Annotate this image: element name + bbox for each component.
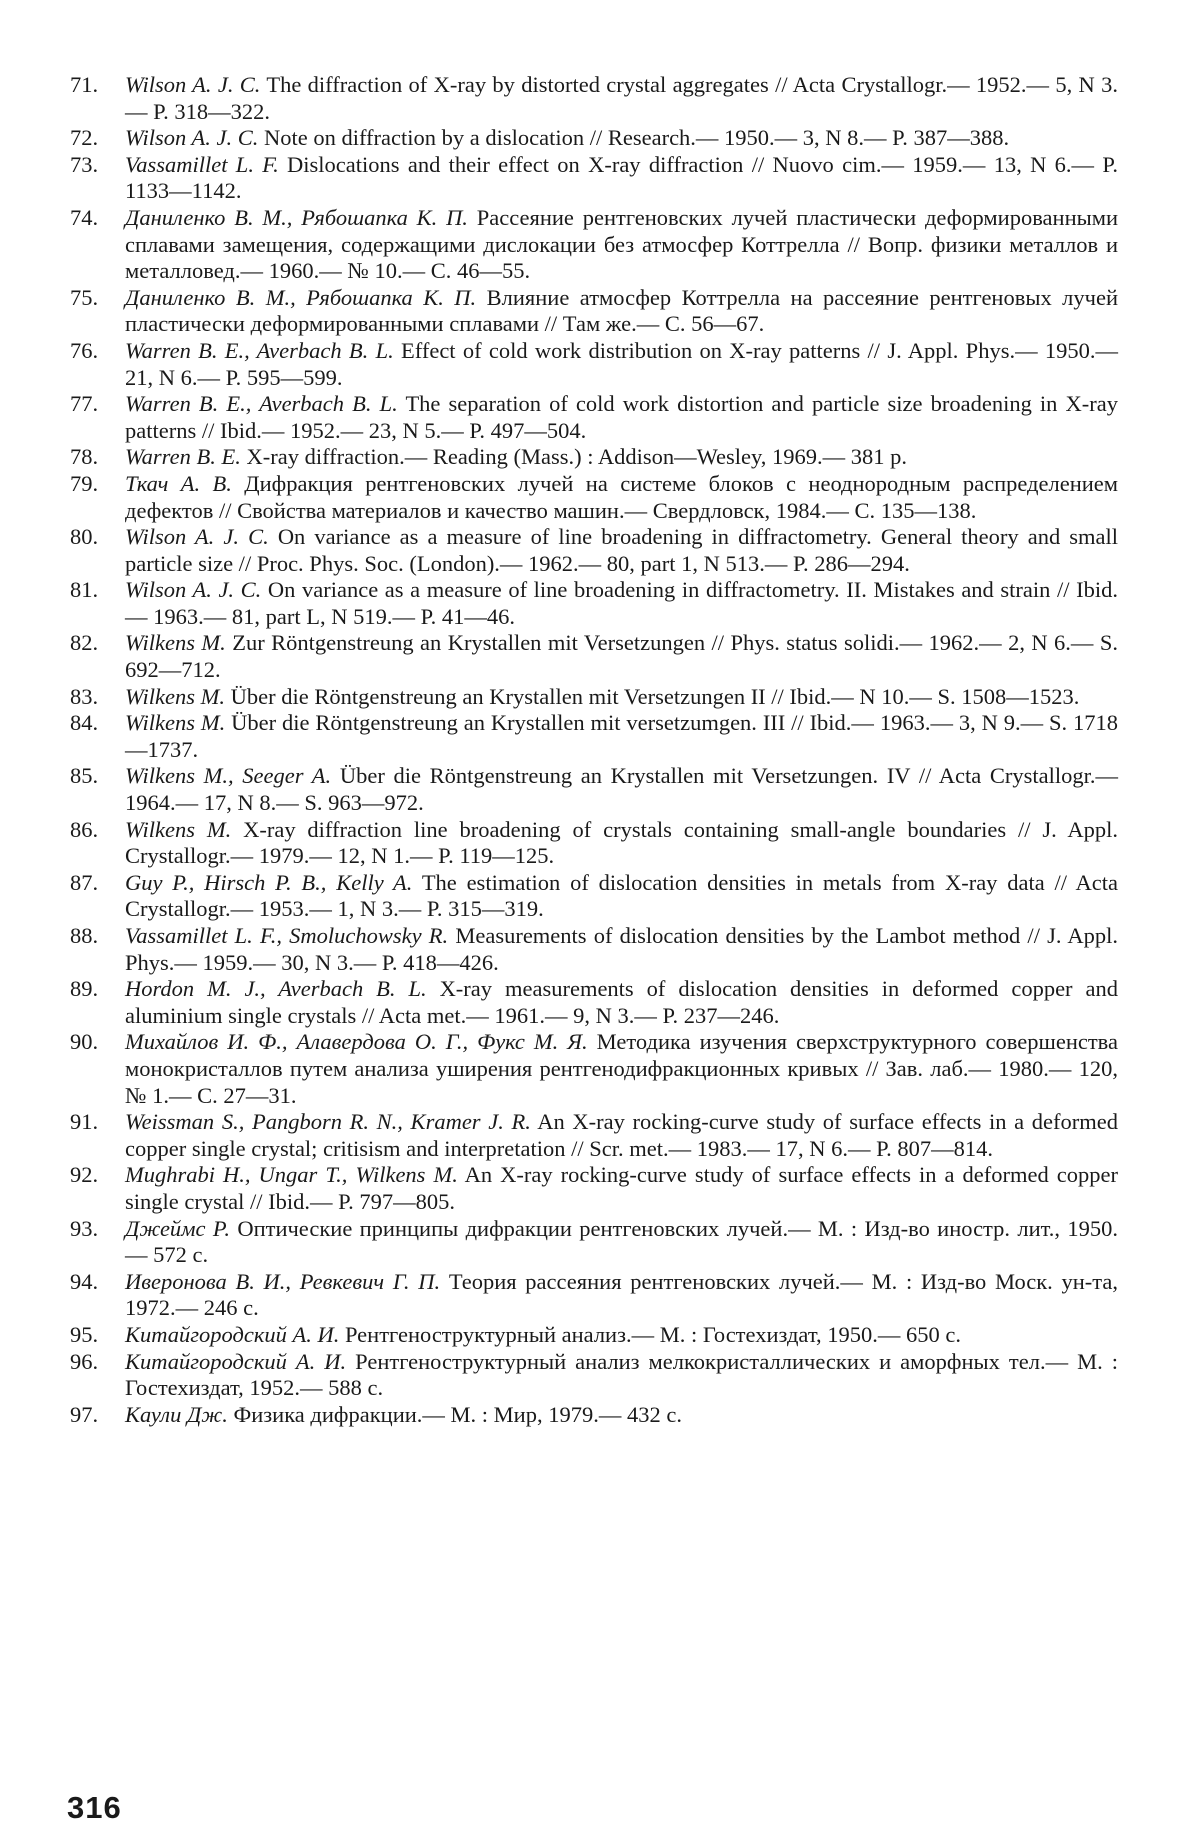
reference-item [70,817,1118,870]
reference-number: 75. [70,284,99,310]
reference-item [70,577,1118,630]
reference-authors: Warren B. E., Averbach B. L. [125,391,398,417]
reference-authors: Китайгородский А. И. [125,1348,347,1374]
reference-list [70,72,1118,1428]
reference-text: Дифракция рентгеновских лучей на системе блоков с неоднородным распределением дефектов // Свойства материалов и качество машин.— Свердловск, 1984.— С. 135—138. [125,470,1119,523]
reference-text: On variance as a measure of line broadening in diffractometry. II. Mistakes and strain // Ibid.— 1963.— 81, part L, N 519.— P. 41—46. [125,577,1118,629]
reference-authors: Даниленко В. М., Рябошапка К. П. [125,204,468,230]
reference-text: On variance as a measure of line broadening in diffractometry. General theory and small particle size // Proc. Phys. Soc. (London).— 1962.— 80, part 1, N 513.— P. 286—294. [125,524,1119,576]
reference-number: 88. [70,923,99,948]
reference-item [70,630,1118,683]
reference-item [70,125,1118,152]
reference-number: 78. [70,444,99,470]
reference-text: The diffraction of X-ray by distorted crystal aggregates // Acta Crystallogr.— 1952.— 5, N 3.— P. 318—322. [125,72,1119,124]
reference-number: 97. [70,1401,99,1427]
reference-number: 89. [70,976,99,1002]
reference-authors: Mughrabi H., Ungar T., Wilkens M. [125,1162,458,1188]
reference-number: 83. [70,683,99,709]
reference-text: Über die Röntgenstreung an Krystallen mit versetzumgen. III // Ibid.— 1963.— 3, N 9.— S. 1718—1737. [125,710,1118,762]
reference-authors: Wilson A. J. C. [125,125,259,151]
reference-item [70,1349,1118,1402]
reference-authors: Ткач А. В. [125,470,232,496]
reference-authors: Warren B. E. [125,444,241,470]
reference-item [70,710,1118,763]
reference-number: 80. [70,524,99,550]
reference-text: X-ray diffraction.— Reading (Mass.) : Addison—Wesley, 1969.— 381 p. [246,444,908,470]
page-number: 316 [67,1790,122,1825]
reference-authors: Wilkens M. [125,630,226,656]
reference-item [70,444,1118,471]
reference-number: 96. [70,1348,99,1374]
reference-number: 94. [70,1268,99,1294]
reference-item [70,1269,1118,1322]
reference-authors: Wilson A. J. C. [125,72,261,97]
reference-text: Оптические принципы дифракции рентгеновских лучей.— М. : Изд-во иностр. лит., 1950.— 572 с. [125,1215,1118,1268]
reference-number: 87. [70,869,99,895]
reference-authors: Китайгородский А. И. [125,1321,340,1347]
reference-authors: Wilkens M. [125,710,226,736]
reference-text: Über die Röntgenstreung an Krystallen mit Versetzungen II // Ibid.— N 10.— S. 1508—1523. [230,683,1080,709]
reference-text: Рентгеноструктурный анализ.— М. : Гостехиздат, 1950.— 650 с. [344,1321,961,1347]
reference-item [70,471,1118,524]
reference-authors: Hordon M. J., Averbach B. L. [125,976,427,1002]
reference-number: 81. [70,577,99,603]
reference-text: Zur Röntgenstreung an Krystallen mit Versetzungen // Phys. status solidi.— 1962.— 2, N 6.— S. 692—712. [125,630,1118,683]
reference-text: Рентгеноструктурный анализ мелкокристаллических и аморфных тел.— М. : Гостехиздат, 1952.— 588 с. [125,1348,1118,1401]
reference-authors: Каули Дж. [125,1401,228,1427]
reference-number: 95. [70,1321,99,1347]
reference-text: Методика изучения сверхструктурного совершенства монокристаллов путем анализа уширения рентгенодифракционных кривых // Зав. лаб.— 1980.— 120, № 1.— С. 27—31. [125,1029,1119,1108]
reference-item [70,1029,1118,1109]
reference-number: 85. [70,763,99,789]
reference-number: 91. [70,1109,99,1135]
reference-item [70,1216,1118,1269]
reference-text: X-ray measurements of dislocation densities in deformed copper and aluminium single crystals // Acta met.— 1961.— 9, N 3.— P. 237—246. [125,976,1118,1028]
reference-text: Note on diffraction by a dislocation // Research.— 1950.— 3, N 8.— P. 387—388. [263,125,1010,151]
reference-item [70,763,1118,816]
reference-item [70,923,1118,976]
reference-number: 82. [70,630,99,656]
reference-text: Теория рассеяния рентгеновских лучей.— М. : Изд-во Моск. ун-та, 1972.— 246 с. [125,1268,1118,1321]
reference-item [70,285,1118,338]
reference-authors: Wilkens M., Seeger A. [125,763,332,789]
reference-authors: Wilson A. J. C. [125,577,262,603]
reference-item [70,205,1118,285]
reference-text: Über die Röntgenstreung an Krystallen mit Versetzungen. IV // Acta Crystallogr.— 1964.— 17, N 8.— S. 963—972. [125,763,1119,816]
reference-text: Влияние атмосфер Коттрелла на рассеяние рентгеновых лучей пластически деформированными сплавами // Там же.— С. 56—67. [125,284,1119,337]
reference-number: 92. [70,1162,99,1188]
reference-item [70,1162,1118,1215]
reference-authors: Vassamillet L. F., Smoluchowsky R. [125,923,449,948]
reference-text: Measurements of dislocation densities by the Lambot method // J. Appl. Phys.— 1959.— 30, N 3.— P. 418—426. [125,923,1119,975]
reference-number: 90. [70,1029,99,1055]
reference-number: 76. [70,337,99,363]
reference-authors: Даниленко В. М., Рябошапка К. П. [125,284,477,310]
reference-number: 84. [70,710,99,736]
reference-text: An X-ray rocking-curve study of surface effects in a deformed copper single crystal // Ibid.— P. 797—805. [125,1162,1118,1214]
reference-text: X-ray diffraction line broadening of crystals containing small-angle boundaries // J. Appl. Crystallogr.— 1979.— 12, N 1.— P. 119—125. [125,816,1118,869]
reference-text: The separation of cold work distortion and particle size broadening in X-ray patterns // Ibid.— 1952.— 23, N 5.— P. 497—504. [125,391,1118,443]
reference-number: 77. [70,391,99,417]
reference-text: Effect of cold work distribution on X-ray patterns // J. Appl. Phys.— 1950.— 21, N 6.— P. 595—599. [125,337,1118,390]
reference-text: Физика дифракции.— М. : Мир, 1979.— 432 с. [233,1401,682,1427]
reference-number: 79. [70,470,99,496]
reference-number: 74. [70,204,99,230]
reference-number: 72. [70,125,99,151]
reference-item [70,152,1118,205]
reference-authors: Wilson A. J. C. [125,524,269,550]
reference-item [70,338,1118,391]
reference-authors: Wilkens M. [125,816,232,842]
reference-item [70,684,1118,711]
reference-authors: Weissman S., Pangborn R. N., Kramer J. R. [125,1109,531,1135]
reference-item [70,870,1118,923]
reference-number: 73. [70,151,99,177]
reference-item [70,391,1118,444]
reference-authors: Guy P., Hirsch P. B., Kelly A. [125,869,413,895]
reference-item [70,1402,1118,1429]
reference-authors: Джеймс Р. [125,1215,230,1241]
reference-text: The estimation of dislocation densities in metals from X-ray data // Acta Crystallogr.— 1953.— 1, N 3.— P. 315—319. [125,869,1118,922]
reference-authors: Иверонова В. И., Ревкевич Г. П. [125,1268,441,1294]
reference-number: 93. [70,1215,99,1241]
reference-authors: Михайлов И. Ф., Алавердова О. Г., Фукс М. Я. [125,1029,588,1055]
reference-number: 71. [70,72,99,97]
reference-item [70,524,1118,577]
reference-item [70,1109,1118,1162]
reference-authors: Vassamillet L. F. [125,151,279,177]
reference-text: An X-ray rocking-curve study of surface effects in a deformed copper single crystal; critisism and interpretation // Scr. met.— 1983.— 17, N 6.— P. 807—814. [125,1109,1118,1161]
reference-item [70,1322,1118,1349]
reference-number: 86. [70,816,99,842]
reference-authors: Wilkens M. [125,683,225,709]
reference-text: Рассеяние рентгеновских лучей пластически деформированными сплавами замещения, содержащими дислокации без атмосфер Коттрелла // Вопр. физики металлов и металловед.— 1960.— № 10.— С. 46—55. [125,204,1119,284]
reference-text: Dislocations and their effect on X-ray diffraction // Nuovo cim.— 1959.— 13, N 6.— P. 1133—1142. [125,151,1119,204]
reference-authors: Warren B. E., Averbach B. L. [125,337,394,363]
reference-item [70,976,1118,1029]
reference-item [70,72,1118,125]
